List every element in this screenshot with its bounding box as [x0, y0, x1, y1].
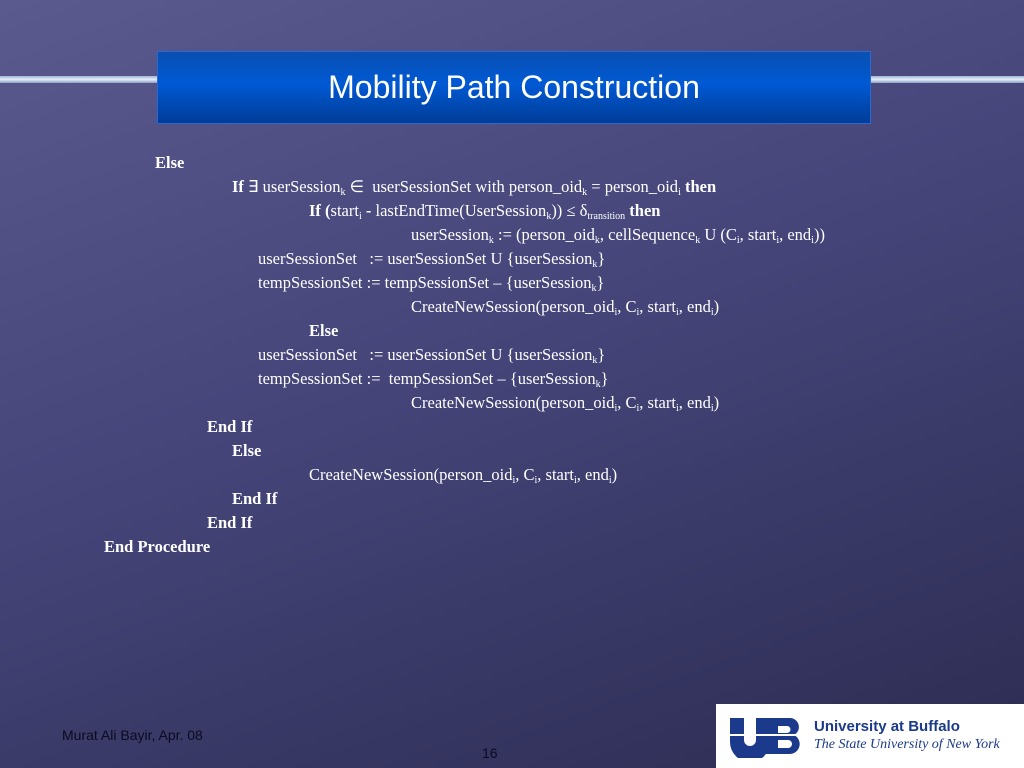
code-line: CreateNewSession(person_oid$_i$, $C_i$, start$_i$, end$_i$) — [309, 465, 618, 486]
footer-author: Murat Ali Bayir, Apr. 08 — [62, 727, 203, 743]
code-line: End If — [232, 489, 278, 508]
code-line: userSession$_k$ := (person_oid$_k$, cellSequence$_k$ U ($C_i$, start$_i$, end$_i$)) — [411, 225, 825, 246]
code-line: userSessionSet := userSessionSet U {userSession$_k$} — [258, 345, 606, 366]
code-line: If ∃ userSession$_k$ ∈ userSessionSet with person_oid$_k$ = person_oid$_i$ then — [232, 177, 717, 198]
logo-tagline: The State University of New York — [814, 737, 1000, 752]
logo-text — [814, 718, 1000, 754]
code-line: userSessionSet := userSessionSet U {userSession$_k$} — [258, 249, 606, 270]
code-line: CreateNewSession(person_oid$_i$, $C_i$, start$_i$, end$_i$) — [411, 393, 720, 414]
title-rule-left — [0, 76, 158, 83]
code-line: End Procedure — [104, 537, 211, 556]
code-line: End If — [207, 513, 253, 532]
title-banner — [157, 51, 871, 124]
code-line: Else — [309, 321, 339, 340]
ub-logo-icon — [726, 714, 806, 758]
code-line: End If — [207, 417, 253, 436]
logo-university-name: University at Buffalo — [814, 718, 960, 735]
slide-title: Mobility Path Construction — [328, 69, 700, 105]
code-line: Else — [232, 441, 262, 460]
title-rule-right — [870, 76, 1024, 83]
code-line: If (start$_i$ - lastEndTime(UserSession$_k$)) ≤ $\delta_{transition}$ then — [309, 201, 661, 222]
code-line: CreateNewSession(person_oid$_i$, $C_i$, start$_i$, end$_i$) — [411, 297, 720, 318]
code-line: Else — [155, 153, 185, 172]
university-logo — [716, 704, 1024, 768]
code-line: tempSessionSet := tempSessionSet – {userSession$_k$} — [258, 369, 609, 390]
page-number: 16 — [482, 745, 498, 761]
code-line: tempSessionSet := tempSessionSet – {userSession$_k$} — [258, 273, 605, 294]
